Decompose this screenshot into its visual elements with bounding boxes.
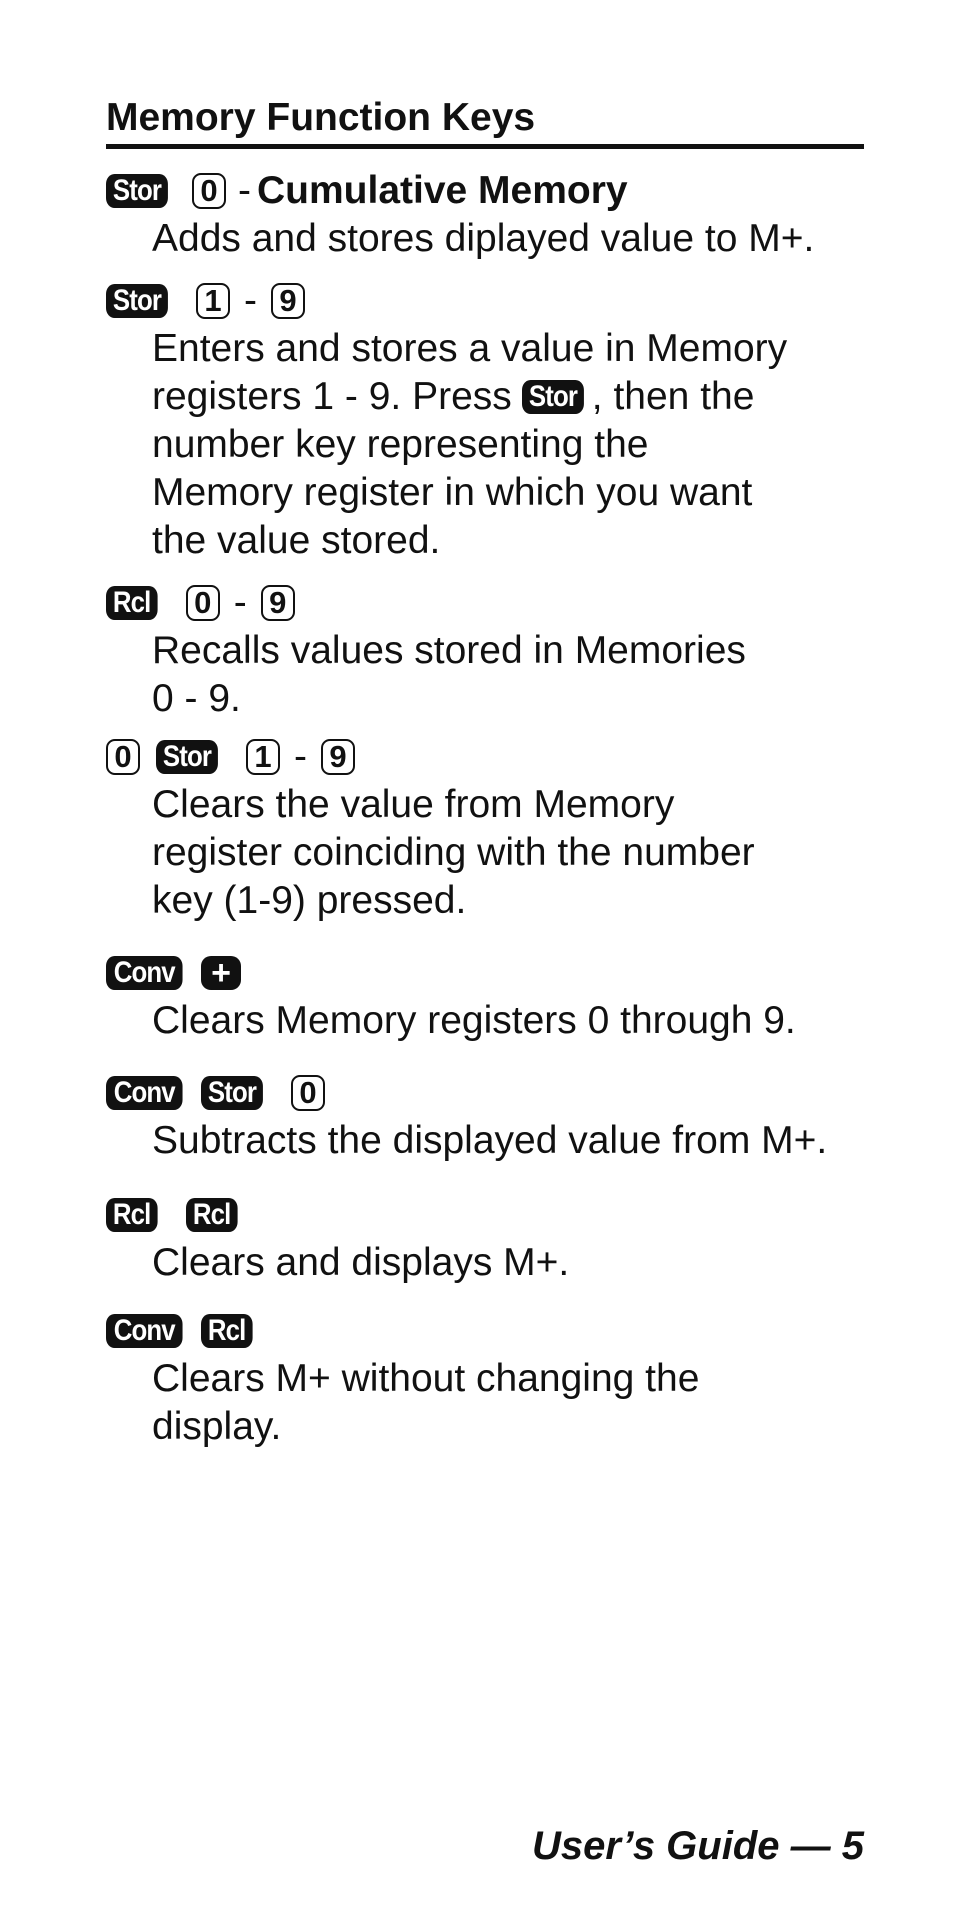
description-line: register coinciding with the number	[152, 831, 755, 874]
key-sequence	[106, 579, 864, 627]
nine-key-icon: 9	[271, 283, 305, 319]
key-sequence	[106, 1191, 864, 1239]
description-line: Adds and stores diplayed value to M+.	[152, 217, 815, 260]
entry-title: Cumulative Memory	[257, 169, 628, 212]
entry-description	[106, 215, 864, 263]
zero-key-icon: 0	[186, 585, 220, 621]
description-line: Clears the value from Memory	[152, 783, 675, 826]
key-sequence	[106, 1307, 864, 1355]
description-text: registers 1 - 9. Press	[152, 375, 512, 418]
description-line: Memory register in which you want	[152, 471, 753, 514]
description-line: 0 - 9.	[152, 677, 241, 720]
separator-dash: -	[294, 735, 307, 778]
entry-description	[106, 997, 864, 1045]
one-key-icon: 1	[246, 739, 280, 775]
zero-key-icon: 0	[106, 739, 140, 775]
stor-key-icon: Stor	[522, 380, 584, 414]
separator-dash: -	[244, 279, 257, 322]
key-sequence	[106, 277, 864, 325]
description-line: number key representing the	[152, 423, 649, 466]
description-line: the value stored.	[152, 519, 441, 562]
conv-key-icon: Conv	[106, 1076, 183, 1110]
description-line: Clears Memory registers 0 through 9.	[152, 999, 796, 1042]
entry-clear-memory-keep-display	[106, 1307, 864, 1451]
key-sequence	[106, 1069, 864, 1117]
entry-store-registers	[106, 277, 864, 565]
section-heading: Memory Function Keys	[106, 94, 864, 149]
entry-subtract-memory	[106, 1069, 864, 1165]
plus-key-icon: +	[201, 956, 241, 990]
entry-description	[106, 1239, 864, 1287]
description-text: , then the	[591, 375, 755, 418]
description-line: Clears M+ without changing the	[152, 1357, 700, 1400]
entry-recall-memories	[106, 579, 864, 723]
description-line: display.	[152, 1405, 282, 1448]
conv-key-icon: Conv	[106, 1314, 183, 1348]
stor-key-icon: Stor	[156, 740, 218, 774]
entry-description	[106, 781, 864, 925]
one-key-icon: 1	[196, 283, 230, 319]
conv-key-icon: Conv	[106, 956, 183, 990]
entry-description	[106, 1117, 864, 1165]
rcl-key-icon: Rcl	[106, 586, 157, 620]
nine-key-icon: 9	[321, 739, 355, 775]
zero-key-icon: 0	[192, 173, 226, 209]
entry-cumulative-memory	[106, 167, 864, 263]
entry-clear-display-memory	[106, 1191, 864, 1287]
description-line: Enters and stores a value in Memory	[152, 327, 788, 370]
zero-key-icon: 0	[291, 1075, 325, 1111]
page-footer: User’s Guide — 5	[532, 1824, 864, 1868]
stor-key-icon: Stor	[106, 284, 168, 318]
nine-key-icon: 9	[261, 585, 295, 621]
stor-key-icon: Stor	[106, 174, 168, 208]
entry-clear-all-registers	[106, 949, 864, 1045]
description-line: key (1-9) pressed.	[152, 879, 467, 922]
rcl-key-icon: Rcl	[201, 1314, 252, 1348]
key-sequence	[106, 167, 864, 215]
key-sequence	[106, 949, 864, 997]
stor-key-icon: Stor	[201, 1076, 263, 1110]
separator-dash: -	[233, 581, 247, 624]
key-sequence	[106, 733, 864, 781]
description-line: Recalls values stored in Memories	[152, 629, 746, 672]
description-line	[152, 373, 864, 421]
rcl-key-icon: Rcl	[106, 1198, 157, 1232]
description-line: Subtracts the displayed value from M+.	[152, 1119, 828, 1162]
rcl-key-icon: Rcl	[186, 1198, 237, 1232]
separator-dash: -	[238, 169, 251, 212]
entry-description	[106, 1355, 864, 1451]
manual-page	[106, 94, 864, 1451]
entry-description	[106, 325, 864, 565]
entry-description	[106, 627, 864, 723]
entry-clear-register	[106, 733, 864, 925]
description-line: Clears and displays M+.	[152, 1241, 570, 1284]
